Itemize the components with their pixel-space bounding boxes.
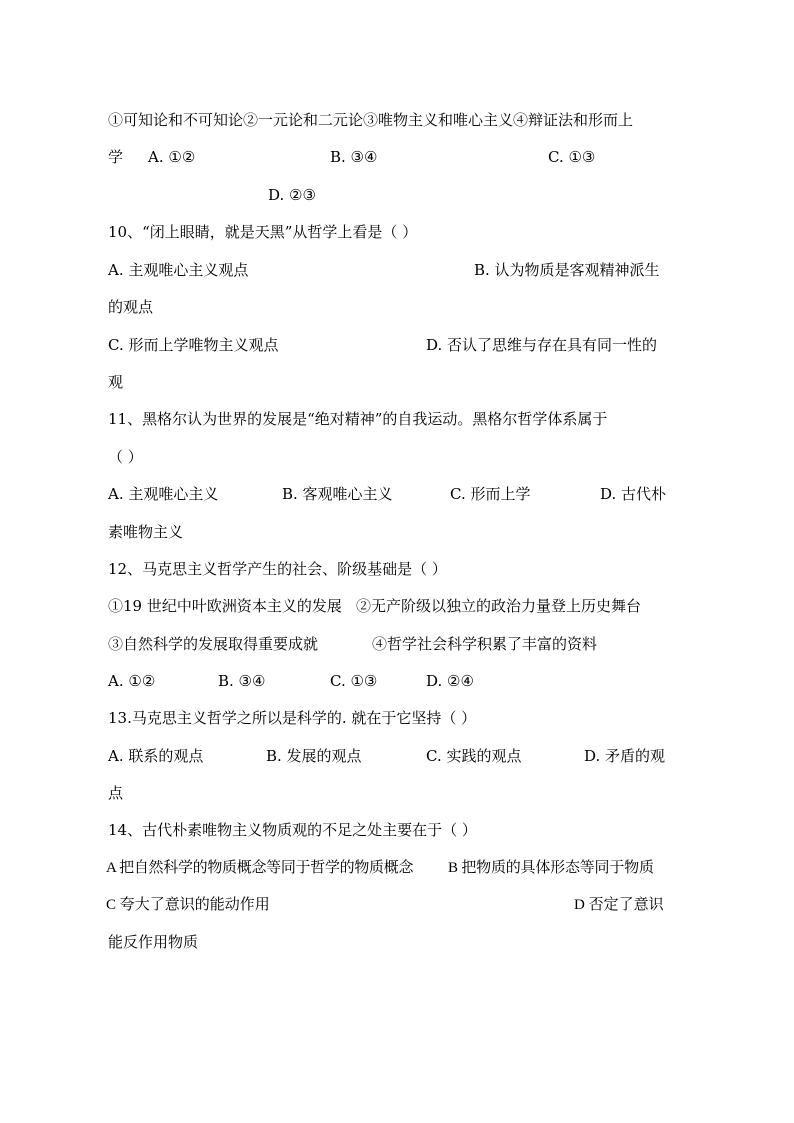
q10-option-b: B. 认为物质是客观精神派生: [474, 261, 660, 279]
q13-option-d-cont: 点: [108, 784, 124, 802]
q10-option-d-cont: 观: [108, 373, 124, 391]
q14-stem: 14、古代朴素唯物主义物质观的不足之处主要在于（ ）: [108, 821, 477, 839]
q11-option-a: A. 主观唯心主义: [108, 485, 219, 503]
q9-statements-cont: 学: [108, 148, 124, 166]
q10-option-c: C. 形而上学唯物主义观点: [108, 336, 279, 354]
q11-option-d-cont: 素唯物主义: [108, 523, 184, 541]
q10-option-d: D. 否认了思维与存在具有同一性的: [426, 336, 658, 354]
q12-statement-3: ③自然科学的发展取得重要成就: [108, 635, 319, 653]
q12-statement-2: ②无产阶级以独立的政治力量登上历史舞台: [356, 597, 642, 615]
q14-option-c: C 夸大了意识的能动作用: [106, 897, 270, 913]
q10-stem: 10、“闭上眼睛，就是天黑”从哲学上看是（ ）: [108, 223, 418, 241]
q13-option-d: D. 矛盾的观: [584, 747, 666, 765]
q13-option-b: B. 发展的观点: [266, 747, 362, 765]
q13-stem: 13.马克思主义哲学之所以是科学的. 就在于它坚持（ ）: [108, 709, 477, 727]
q10-option-a: A. 主观唯心主义观点: [108, 261, 249, 279]
q9-option-d: D. ②③: [268, 186, 316, 204]
q9-option-c: C. ①③: [548, 148, 596, 166]
q12-statement-4: ④哲学社会科学积累了丰富的资料: [372, 635, 598, 653]
q14-option-d: D 否定了意识: [574, 897, 664, 913]
q14-option-b: B 把物质的具体形态等同于物质: [448, 860, 654, 876]
q10-option-b-cont: 的观点: [108, 298, 154, 316]
q11-option-c: C. 形而上学: [450, 485, 531, 503]
q12-option-a: A. ①②: [108, 672, 156, 690]
q11-stem: 11、黑格尔认为世界的发展是“绝对精神”的自我运动。黑格尔哲学体系属于: [108, 410, 608, 428]
q9-option-b: B. ③④: [330, 148, 378, 166]
q11-option-b: B. 客观唯心主义: [282, 485, 393, 503]
q12-statement-1: ①19 世纪中叶欧洲资本主义的发展: [108, 597, 342, 615]
q12-option-c: C. ①③: [330, 672, 378, 690]
q11-answer-paren: （ ）: [108, 448, 143, 466]
q9-statements: ①可知论和不可知论②一元论和二元论③唯物主义和唯心主义④辩证法和形而上: [108, 111, 634, 129]
q14-option-d-cont: 能反作用物质: [108, 935, 199, 951]
q14-option-a: A 把自然科学的物质概念等同于哲学的物质概念: [106, 860, 414, 876]
q12-stem: 12、马克思主义哲学产生的社会、阶级基础是（ ）: [108, 560, 447, 578]
q12-option-d: D. ②④: [426, 672, 474, 690]
q12-option-b: B. ③④: [218, 672, 266, 690]
q13-option-a: A. 联系的观点: [108, 747, 204, 765]
q11-option-d: D. 古代朴: [600, 485, 667, 503]
q9-option-a: A. ①②: [148, 148, 196, 166]
q13-option-c: C. 实践的观点: [426, 747, 522, 765]
